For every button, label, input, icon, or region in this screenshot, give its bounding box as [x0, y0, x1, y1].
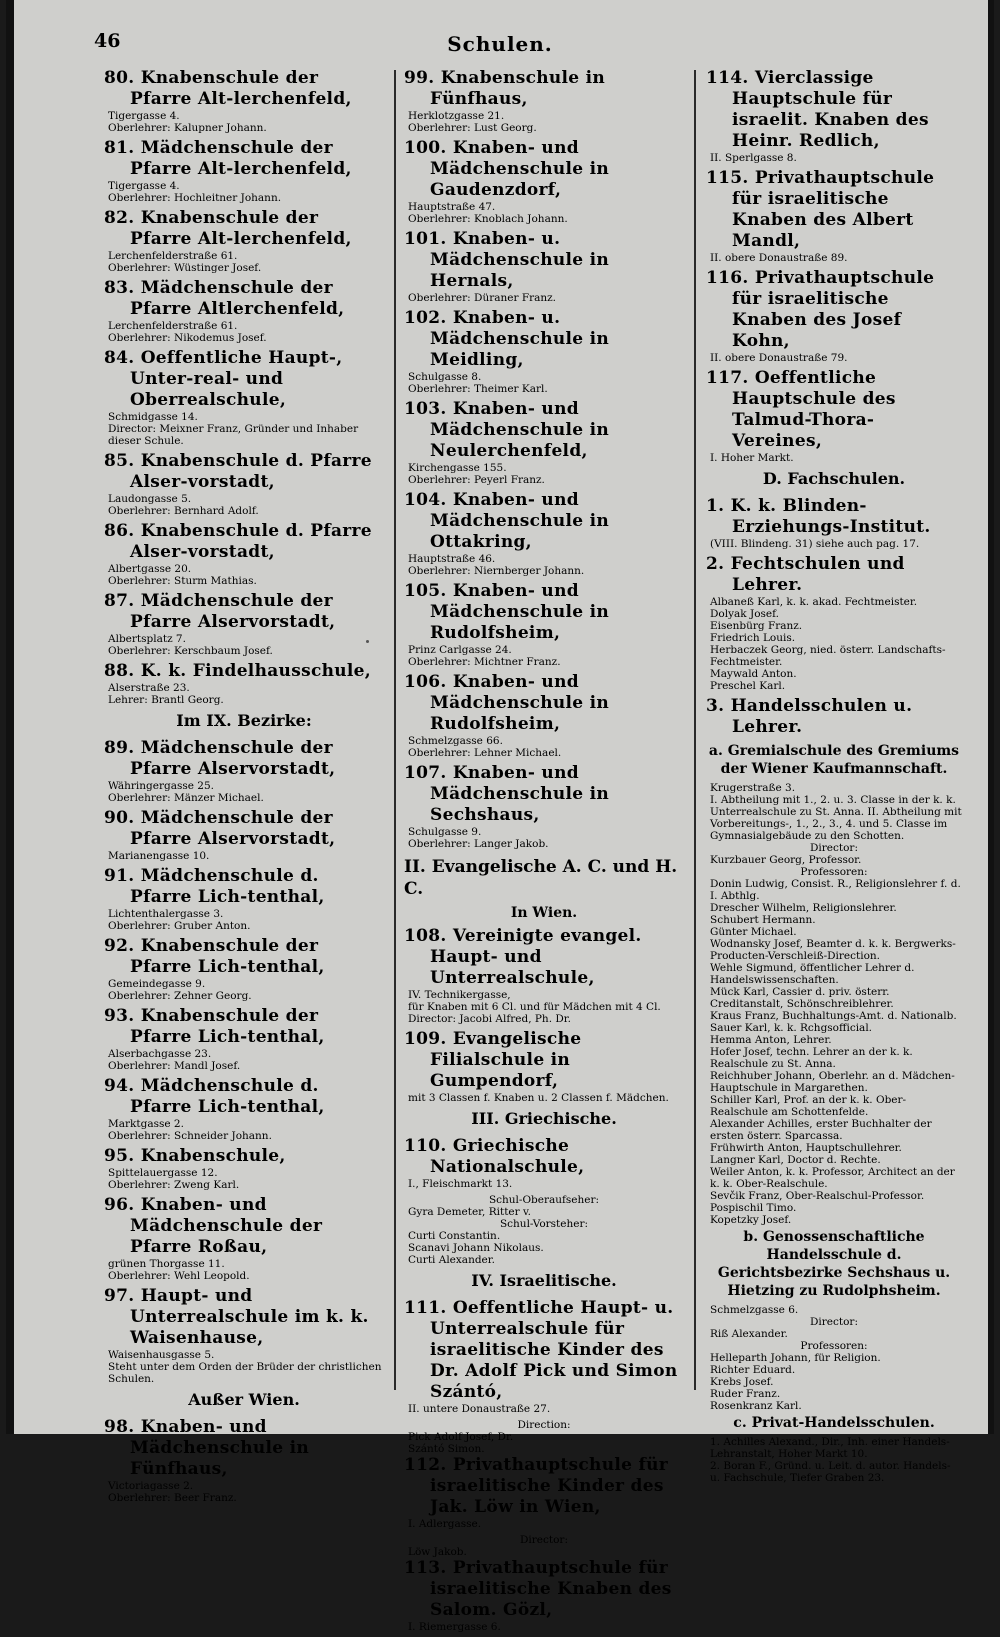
entry-detail: Waisenhausgasse 5. [108, 1349, 215, 1361]
entry-detail: Laudongasse 5. [108, 493, 192, 505]
entry-title: 98. Knaben- und Mädchenschule in Fünfhaus, [104, 1417, 310, 1479]
entry-detail: Oberlehrer: Zehner Georg. [108, 990, 252, 1002]
detail-line: Scanavi Johann Nikolaus. [408, 1242, 544, 1254]
entry-detail: Tigergasse 4. [108, 110, 180, 122]
entry-title: 107. Knaben- und Mädchenschule in Sechshaus, [404, 763, 610, 825]
entry-detail: Lerchenfelderstraße 61. [108, 250, 238, 262]
school-entry [104, 451, 384, 517]
entry-title: 106. Knaben- und Mädchenschule in Rudolfsheim, [404, 672, 610, 734]
entry-title: 88. K. k. Findelhausschule, [104, 661, 372, 681]
entry-detail: Oberlehrer: Kerschbaum Josef. [108, 645, 273, 657]
school-entry [404, 581, 684, 668]
entry-title: 114. Vierclassige Hauptschule für israelit. Knaben des Heinr. Redlich, [706, 68, 929, 151]
entry-detail: Oberlehrer: Knoblach Johann. [408, 213, 568, 225]
role-label: Schul-Vorsteher: [499, 1218, 589, 1230]
school-entry [104, 521, 384, 587]
entry-detail: II. obere Donaustraße 89. [710, 252, 848, 264]
entry-detail: Schmidgasse 14. [108, 411, 198, 423]
school-entry [104, 208, 384, 274]
school-entry [404, 1136, 684, 1190]
entry-title: 93. Knabenschule der Pfarre Lich-tenthal, [104, 1006, 325, 1047]
role-label: Direction: [517, 1419, 571, 1431]
entry-title: 81. Mädchenschule der Pfarre Alt-lerchenfeld, [104, 138, 352, 179]
school-entry [104, 278, 384, 344]
entry-detail: Oberlehrer: Wüstinger Josef. [108, 262, 262, 274]
entry-detail: Lehrer: Brantl Georg. [108, 694, 224, 706]
entry-detail: Oberlehrer: Langer Jakob. [408, 838, 549, 850]
entry-title: 108. Vereinigte evangel. Haupt- und Unterrealschule, [404, 926, 642, 988]
entry-title: 116. Privathauptschule für israelitische Knaben des Josef Kohn, [706, 268, 935, 351]
school-entry [404, 490, 684, 577]
detail-line: Szántó Simon. [408, 1443, 485, 1455]
entry-detail: Herbaczek Georg, nied. österr. Landschafts-Fechtmeister. [710, 644, 946, 668]
entry-detail: Oberlehrer: Peyerl Franz. [408, 474, 545, 486]
entry-title: 101. Knaben- u. Mädchenschule in Hernals, [404, 229, 610, 291]
detail-line: Schmelzgasse 6. [710, 1304, 799, 1316]
entry-detail: Schulgasse 8. [408, 371, 482, 383]
entry-detail: Währingergasse 25. [108, 780, 215, 792]
detail-line: Helleparth Johann, für Religion. [710, 1352, 881, 1364]
entry-detail: Lichtenthalergasse 3. [108, 908, 224, 920]
detail-line: 2. Boran F., Gründ. u. Leit. d. autor. Handels- u. Fachschule, Tiefer Graben 23. [710, 1460, 951, 1484]
entry-detail: Oberlehrer: Düraner Franz. [408, 292, 557, 304]
school-entry [706, 368, 962, 464]
entry-detail: Schmelzgasse 66. [408, 735, 503, 747]
entry-detail: Steht unter dem Orden der Brüder der christlichen Schulen. [108, 1361, 382, 1385]
entry-detail: I., Fleischmarkt 13. [408, 1178, 513, 1190]
detail-line: Alexander Achilles, erster Buchhalter der ersten österr. Sparcassa. [710, 1118, 932, 1142]
entry-detail: II. Sperlgasse 8. [710, 152, 797, 164]
entry-detail: Hauptstraße 47. [408, 201, 496, 213]
entry-detail: Oberlehrer: Schneider Johann. [108, 1130, 272, 1142]
school-entry [104, 138, 384, 204]
entry-title: 103. Knaben- und Mädchenschule in Neulerchenfeld, [404, 399, 610, 461]
entry-detail: Oberlehrer: Sturm Mathias. [108, 575, 257, 587]
section-heading: D. Fachschulen. [762, 469, 906, 488]
entry-detail: Marianengasse 10. [108, 850, 210, 862]
subsection-heading: a. Gremialschule des Gremiums der Wiener Kaufmannschaft. [708, 743, 960, 777]
entry-title: 82. Knabenschule der Pfarre Alt-lerchenfeld, [104, 208, 352, 249]
entry-detail: Oberlehrer: Theimer Karl. [408, 383, 548, 395]
school-entry [706, 268, 962, 364]
entry-title: 3. Handelsschulen u. Lehrer. [706, 696, 913, 737]
entry-detail: Oberlehrer: Lust Georg. [408, 122, 537, 134]
detail-line: Kurzbauer Georg, Professor. [710, 854, 862, 866]
school-entry [706, 68, 962, 164]
entry-detail: Schulgasse 9. [408, 826, 482, 838]
detail-line: Curti Alexander. [408, 1254, 495, 1266]
column-right [706, 68, 962, 1484]
entry-title: 112. Privathauptschule für israelitische Kinder des Jak. Löw in Wien, [404, 1455, 669, 1517]
detail-line: Mück Karl, Cassier d. priv. österr. Creditanstalt, Schönschreiblehrer. [710, 986, 894, 1010]
entry-detail: Hauptstraße 46. [408, 553, 496, 565]
entry-detail: Preschel Karl. [710, 680, 786, 692]
detail-line: Krebs Josef. [710, 1376, 774, 1388]
entry-detail: Lerchenfelderstraße 61. [108, 320, 238, 332]
school-entry [404, 229, 684, 304]
detail-line: Schiller Karl, Prof. an der k. k. Ober-Realschule am Schottenfelde. [710, 1094, 907, 1118]
entry-title: 80. Knabenschule der Pfarre Alt-lerchenfeld, [104, 68, 352, 109]
detail-line: Curti Constantin. [408, 1230, 501, 1242]
entry-detail: Victoriagasse 2. [108, 1480, 194, 1492]
entry-detail: Alserstraße 23. [108, 682, 190, 694]
entry-detail: Spittelauergasse 12. [108, 1167, 218, 1179]
column-rule-1 [394, 70, 396, 1390]
entry-detail: Director: Jacobi Alfred, Ph. Dr. [408, 1013, 571, 1025]
entry-detail: Oberlehrer: Lehner Michael. [408, 747, 562, 759]
school-entry [104, 1417, 384, 1504]
detail-line: Frühwirth Anton, Hauptschullehrer. [710, 1142, 902, 1154]
entry-title: 102. Knaben- u. Mädchenschule in Meidling, [404, 308, 610, 370]
school-entry [404, 1029, 684, 1104]
entry-detail: Director: Meixner Franz, Gründer und Inhaber dieser Schule. [108, 423, 359, 447]
detail-line: Riß Alexander. [710, 1328, 788, 1340]
entry-detail: Oberlehrer: Beer Franz. [108, 1492, 237, 1504]
subsection-heading: In Wien. [510, 905, 578, 921]
detail-line: Krugerstraße 3. [710, 782, 796, 794]
role-label: Schul-Oberaufseher: [488, 1194, 600, 1206]
detail-line: Sauer Karl, k. k. Rchgsofficial. [710, 1022, 873, 1034]
school-entry [404, 1558, 684, 1633]
entry-title: 105. Knaben- und Mädchenschule in Rudolfsheim, [404, 581, 610, 643]
detail-line: Langner Karl, Doctor d. Rechte. [710, 1154, 881, 1166]
school-entry [104, 68, 384, 134]
detail-line: Günter Michael. [710, 926, 797, 938]
section-heading: Im IX. Bezirke: [176, 711, 312, 730]
subsection-heading: b. Genossenschaftliche Handelsschule d. Gerichtsbezirke Sechshaus u. Hietzing zu Rudolphsheim. [717, 1229, 951, 1299]
section-heading: II. Evangelische A. C. und H. C. [404, 857, 678, 899]
detail-line: Ruder Franz. [710, 1388, 781, 1400]
entry-title: 92. Knabenschule der Pfarre Lich-tenthal, [104, 936, 325, 977]
running-title: Schulen. [447, 32, 553, 56]
entry-detail: Oberlehrer: Bernhard Adolf. [108, 505, 259, 517]
entry-title: 90. Mädchenschule der Pfarre Alservorstadt, [104, 808, 336, 849]
detail-line: Drescher Wilhelm, Religionslehrer. [710, 902, 897, 914]
school-entry [104, 866, 384, 932]
detail-line: Rosenkranz Karl. [710, 1400, 802, 1412]
scan-edge-left [6, 0, 14, 1434]
entry-detail: Marktgasse 2. [108, 1118, 184, 1130]
school-entry [104, 1006, 384, 1072]
entry-title: 87. Mädchenschule der Pfarre Alservorstadt, [104, 591, 336, 632]
page-number: 46 [94, 30, 121, 52]
school-entry [706, 168, 962, 264]
entry-detail: Oberlehrer: Kalupner Johann. [108, 122, 267, 134]
entry-detail: Oberlehrer: Michtner Franz. [408, 656, 561, 668]
entry-title: 113. Privathauptschule für israelitische Knaben des Salom. Gözl, [404, 1558, 672, 1620]
entry-detail: grünen Thorgasse 11. [108, 1258, 225, 1270]
column-rule-2 [694, 70, 696, 1390]
school-entry [404, 308, 684, 395]
role-label: Professoren: [800, 1340, 868, 1352]
school-entry [404, 1298, 684, 1415]
entry-detail: Herklotzgasse 21. [408, 110, 505, 122]
detail-line: Kopetzky Josef. [710, 1214, 792, 1226]
detail-line: Pospischil Timo. [710, 1202, 797, 1214]
detail-line: 1. Achilles Alexand., Dir., Inh. einer Handels-Lehranstalt, Hoher Markt 10. [710, 1436, 950, 1460]
detail-line: Sevčik Franz, Ober-Realschul-Professor. [710, 1190, 925, 1202]
entry-detail: Albertgasse 20. [108, 563, 192, 575]
school-entry [104, 936, 384, 1002]
school-entry [104, 808, 384, 862]
detail-line: Wehle Sigmund, öffentlicher Lehrer d. Handelswissenschaften. [710, 962, 915, 986]
entry-detail: für Knaben mit 6 Cl. und für Mädchen mit 4 Cl. [408, 1001, 661, 1013]
entry-detail: Oberlehrer: Niernberger Johann. [408, 565, 585, 577]
school-entry [404, 399, 684, 486]
detail-line: Schubert Hermann. [710, 914, 816, 926]
entry-title: 2. Fechtschulen und Lehrer. [706, 554, 905, 595]
section-heading: III. Griechische. [471, 1109, 617, 1128]
entry-title: 89. Mädchenschule der Pfarre Alservorstadt, [104, 738, 336, 779]
school-entry [104, 348, 384, 447]
entry-title: 83. Mädchenschule der Pfarre Altlerchenfeld, [104, 278, 345, 319]
school-entry [104, 661, 384, 706]
entry-detail: Tigergasse 4. [108, 180, 180, 192]
detail-line: Hofer Josef, techn. Lehrer an der k. k. Realschule zu St. Anna. [710, 1046, 913, 1070]
entry-detail: Alserbachgasse 23. [108, 1048, 212, 1060]
entry-title: 100. Knaben- und Mädchenschule in Gaudenzdorf, [404, 138, 610, 200]
school-entry [404, 68, 684, 134]
school-entry [706, 554, 962, 692]
detail-line: Wodnansky Josef, Beamter d. k. k. Bergwerks-Producten-Verschleiß-Direction. [710, 938, 956, 962]
entry-detail: Albertsplatz 7. [108, 633, 186, 645]
school-entry [104, 1195, 384, 1282]
section-heading: Außer Wien. [188, 1390, 300, 1409]
section-heading: IV. Israelitische. [471, 1271, 617, 1290]
entry-title: 115. Privathauptschule für israelitische Knaben des Albert Mandl, [706, 168, 935, 251]
entry-detail: I. Riemergasse 6. [408, 1621, 501, 1633]
school-entry [104, 1076, 384, 1142]
entry-detail: Oberlehrer: Mandl Josef. [108, 1060, 241, 1072]
school-entry [104, 591, 384, 657]
entry-title: 97. Haupt- und Unterrealschule im k. k. Waisenhause, [104, 1286, 369, 1348]
page-header [0, 30, 1000, 60]
detail-line: Weiler Anton, k. k. Professor, Architect an der k. k. Ober-Realschule. [710, 1166, 955, 1190]
entry-title: 1. K. k. Blinden-Erziehungs-Institut. [706, 496, 931, 537]
entry-title: 110. Griechische Nationalschule, [404, 1136, 585, 1177]
school-entry [104, 1286, 384, 1385]
school-entry [706, 496, 962, 550]
entry-detail: Prinz Carlgasse 24. [408, 644, 512, 656]
subsection-heading: c. Privat-Handelsschulen. [733, 1415, 935, 1431]
detail-line: Richter Eduard. [710, 1364, 796, 1376]
school-entry [404, 1455, 684, 1530]
scan-edge-right [988, 0, 994, 1434]
school-entry [404, 763, 684, 850]
entry-detail: II. obere Donaustraße 79. [710, 352, 848, 364]
school-entry [404, 672, 684, 759]
entry-detail: (VIII. Blindeng. 31) siehe auch pag. 17. [710, 538, 920, 550]
entry-detail: Friedrich Louis. [710, 632, 796, 644]
entry-title: 96. Knaben- und Mädchenschule der Pfarre Roßau, [104, 1195, 323, 1257]
detail-line: Löw Jakob. [408, 1546, 467, 1558]
entry-title: 95. Knabenschule, [104, 1146, 286, 1166]
entry-detail: Albaneß Karl, k. k. akad. Fechtmeister. [710, 596, 918, 608]
entry-detail: Oberlehrer: Zweng Karl. [108, 1179, 240, 1191]
entry-detail: Gemeindegasse 9. [108, 978, 206, 990]
entry-detail: Kirchengasse 155. [408, 462, 507, 474]
entry-title: 111. Oeffentliche Haupt- u. Unterrealschule für israelitische Kinder des Dr. Adolf Pick und Simon Szántó, [404, 1298, 678, 1402]
entry-detail: Eisenbürg Franz. [710, 620, 803, 632]
role-label: Professoren: [800, 866, 868, 878]
detail-line: I. Abtheilung mit 1., 2. u. 3. Classe in der k. k. Unterrealschule zu St. Anna. II. Abtheilung mit Vorbereitungs-, 1., 2., 3., 4. und 5. Classe im Gymnasialgebäude zu den Schotten. [710, 794, 962, 842]
school-entry [404, 926, 684, 1025]
entry-title: 104. Knaben- und Mädchenschule in Ottakring, [404, 490, 610, 552]
detail-line: Hemma Anton, Lehrer. [710, 1034, 832, 1046]
column-left [104, 68, 384, 1508]
entry-detail: Oberlehrer: Mänzer Michael. [108, 792, 264, 804]
entry-title: 91. Mädchenschule d. Pfarre Lich-tenthal, [104, 866, 325, 907]
entry-title: 94. Mädchenschule d. Pfarre Lich-tenthal, [104, 1076, 325, 1117]
detail-line: Donin Ludwig, Consist. R., Religionslehrer f. d. I. Abthlg. [710, 878, 961, 902]
role-label: Director: [810, 1316, 858, 1328]
school-entry [404, 138, 684, 225]
detail-line: Reichhuber Johann, Oberlehr. an d. Mädchen-Hauptschule in Margarethen. [710, 1070, 955, 1094]
entry-title: 109. Evangelische Filialschule in Gumpendorf, [404, 1029, 582, 1091]
role-label: Director: [810, 842, 858, 854]
column-middle [404, 68, 684, 1637]
detail-line: Gyra Demeter, Ritter v. [408, 1206, 532, 1218]
entry-title: 84. Oeffentliche Haupt-, Unter-real- und Oberrealschule, [104, 348, 343, 410]
entry-detail: Oberlehrer: Nikodemus Josef. [108, 332, 267, 344]
entry-detail: Oberlehrer: Gruber Anton. [108, 920, 251, 932]
school-entry [706, 696, 962, 738]
entry-title: 86. Knabenschule d. Pfarre Alser-vorstadt, [104, 521, 372, 562]
entry-detail: II. untere Donaustraße 27. [408, 1403, 551, 1415]
entry-detail: Oberlehrer: Wehl Leopold. [108, 1270, 250, 1282]
entry-title: 85. Knabenschule d. Pfarre Alser-vorstadt, [104, 451, 372, 492]
entry-detail: IV. Technikergasse, [408, 989, 511, 1001]
entry-detail: Dolyak Josef. [710, 608, 779, 620]
entry-detail: I. Adlergasse. [408, 1518, 482, 1530]
detail-line: Pick Adolf Josef, Dr. [408, 1431, 514, 1443]
school-entry [104, 738, 384, 804]
school-entry [104, 1146, 384, 1191]
entry-title: 117. Oeffentliche Hauptschule des Talmud-Thora-Vereines, [706, 368, 896, 451]
entry-detail: I. Hoher Markt. [710, 452, 794, 464]
role-label: Director: [520, 1534, 568, 1546]
entry-detail: Maywald Anton. [710, 668, 797, 680]
entry-title: 99. Knabenschule in Fünfhaus, [404, 68, 606, 109]
detail-line: Kraus Franz, Buchhaltungs-Amt. d. Nationalb. [710, 1010, 957, 1022]
entry-detail: mit 3 Classen f. Knaben u. 2 Classen f. Mädchen. [408, 1092, 669, 1104]
entry-detail: Oberlehrer: Hochleitner Johann. [108, 192, 282, 204]
